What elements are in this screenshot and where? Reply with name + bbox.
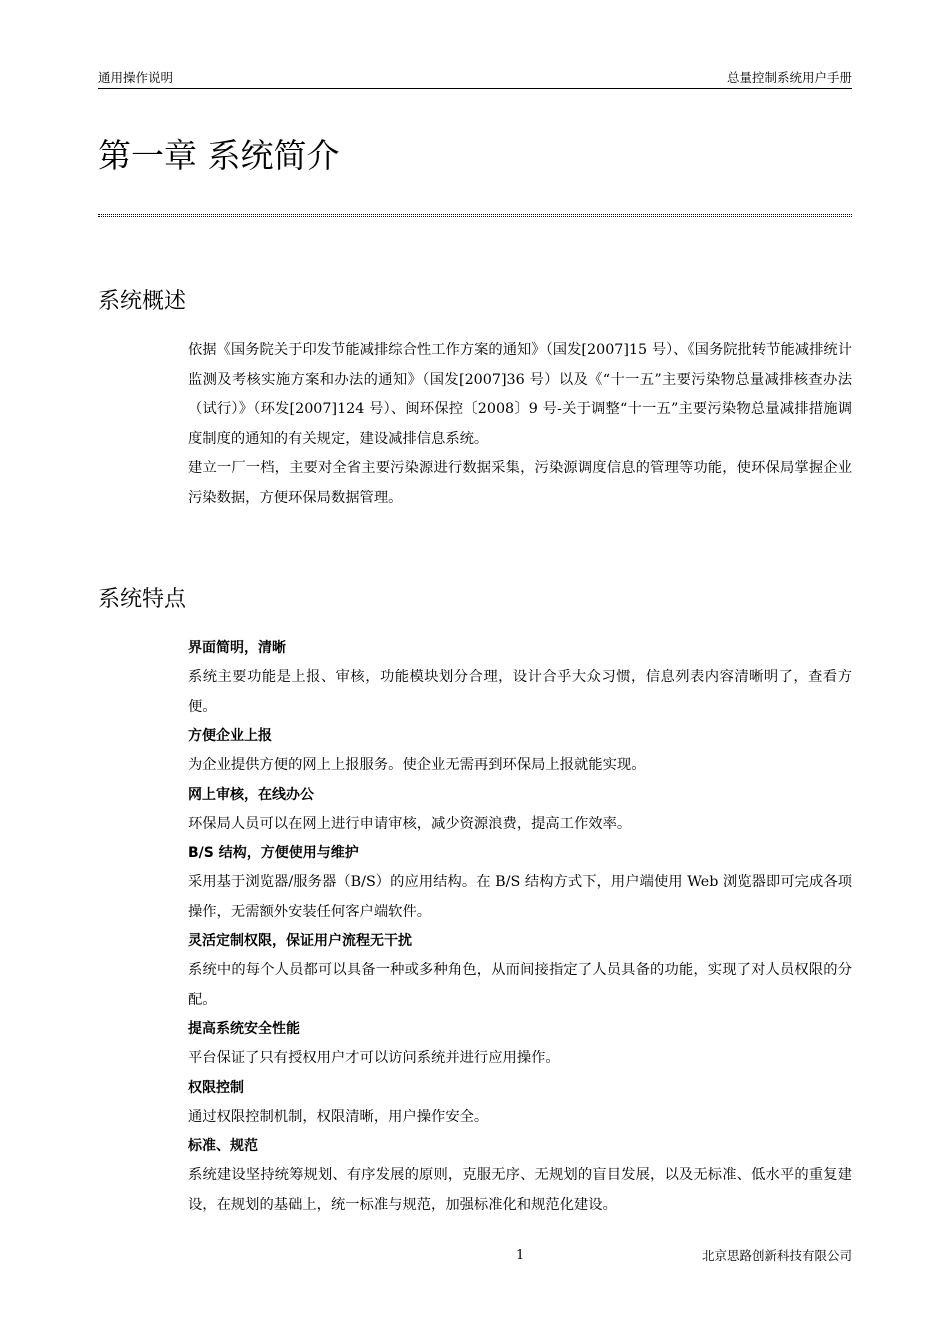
feature-heading: B/S 结构，方便使用与维护 — [188, 845, 359, 861]
feature-description: 系统建设坚持统筹规划、有序发展的原则，克服无序、无规划的盲目发展，以及无标准、低水平的重复建设，在规划的基础上，统一标准与规范，加强标准化和规范化建设。 — [188, 1167, 852, 1213]
feature-heading: 界面简明，清晰 — [188, 640, 286, 656]
page-number: 1 — [516, 1248, 525, 1263]
header-right-text: 总量控制系统用户手册 — [726, 70, 852, 85]
feature-description: 系统主要功能是上报、审核，功能模块划分合理，设计合乎大众习惯，信息列表内容清晰明了，查看方便。 — [188, 669, 852, 715]
feature-heading: 权限控制 — [188, 1079, 244, 1096]
feature-description: 环保局人员可以在网上进行申请审核，减少资源浪费，提高工作效率。 — [188, 815, 632, 832]
feature-description: 系统中的每个人员都可以具备一种或多种角色，从而间接指定了人员具备的功能，实现了对人员权限的分配。 — [188, 962, 852, 1008]
feature-description: 为企业提供方便的网上上报服务。使企业无需再到环保局上报就能实现。 — [188, 757, 646, 773]
feature-heading: 提高系统安全性能 — [188, 1021, 300, 1037]
section-title-overview: 系统概述 — [98, 289, 187, 314]
features-body — [188, 634, 852, 1220]
chapter-divider — [98, 214, 852, 217]
footer-company-name: 北京思路创新科技有限公司 — [701, 1248, 852, 1263]
overview-body — [188, 336, 852, 513]
overview-paragraph: 依据《国务院关于印发节能减排综合性工作方案的通知》（国发[2007]15 号）、《国务院批转节能减排统计监测及考核实施方案和办法的通知》（国发[2007]36 号）以及《“十一五”主要污染物总量减排核查办法（试行）》（环发[2007]124 号）、闽环保控〔2008〕9 号-关于调整“十一五”主要污染物总量减排措施调度制度的通知的有关规定，建设减排信息系统。 — [188, 342, 852, 447]
feature-heading: 灵活定制权限，保证用户流程无干扰 — [188, 933, 412, 949]
section-title-features: 系统特点 — [98, 587, 187, 612]
running-header — [98, 70, 852, 89]
feature-description: 通过权限控制机制，权限清晰，用户操作安全。 — [188, 1108, 489, 1125]
feature-heading: 方便企业上报 — [188, 728, 272, 744]
header-left-text: 通用操作说明 — [98, 70, 174, 85]
feature-heading: 标准、规范 — [188, 1138, 258, 1154]
feature-heading: 网上审核，在线办公 — [188, 786, 314, 803]
feature-description: 采用基于浏览器/服务器（B/S）的应用结构。在 B/S 结构方式下，用户端使用 Web 浏览器即可完成各项操作，无需额外安装任何客户端软件。 — [188, 874, 852, 920]
overview-paragraph: 建立一厂一档，主要对全省主要污染源进行数据采集，污染源调度信息的管理等功能，使环保局掌握企业污染数据，方便环保局数据管理。 — [188, 460, 852, 506]
running-footer — [98, 1246, 852, 1266]
chapter-title: 第一章 系统简介 — [98, 136, 340, 175]
feature-description: 平台保证了只有授权用户才可以访问系统并进行应用操作。 — [188, 1050, 560, 1066]
